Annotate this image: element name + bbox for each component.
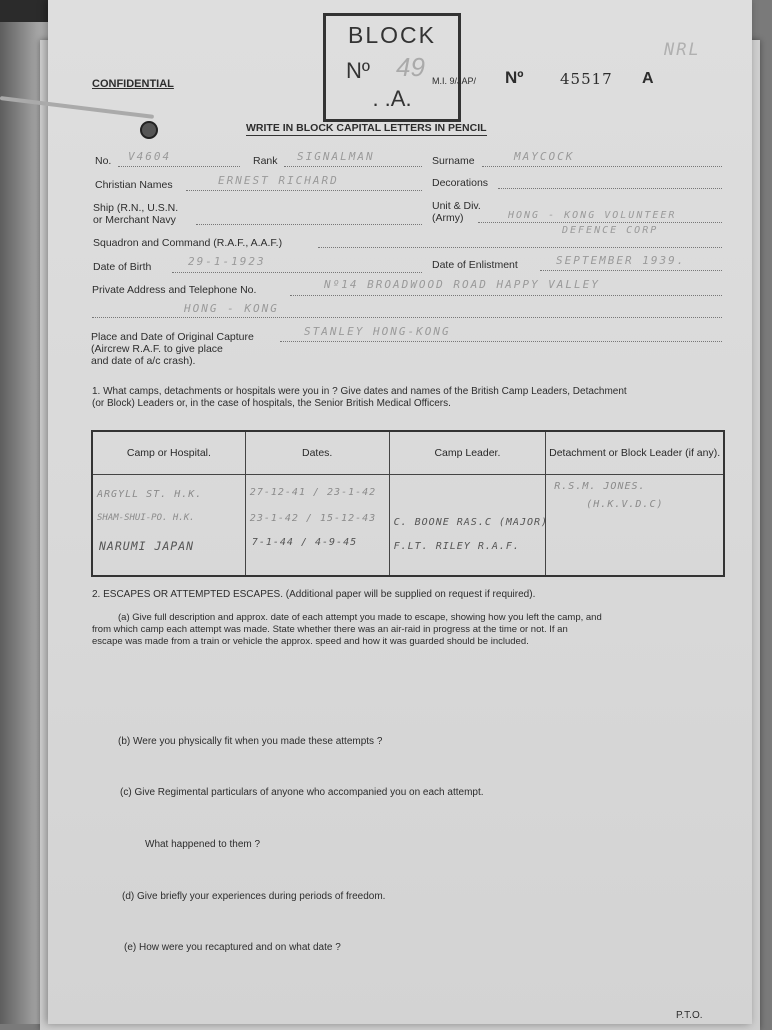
christian-names-label: Christian Names xyxy=(95,179,173,191)
capture-label-line1: Place and Date of Original Capture xyxy=(91,331,254,343)
service-no-label: No. xyxy=(95,155,112,167)
unit-value-line2: DEFENCE CORP xyxy=(562,225,659,236)
corner-note: NRL xyxy=(664,40,701,60)
surname-label: Surname xyxy=(432,155,475,167)
detachment-entry: (H.K.V.D.C) xyxy=(586,499,664,510)
stamp-no-label: Nº xyxy=(346,58,370,83)
leader-entry: C. BOONE RAS.C (MAJOR) xyxy=(393,517,549,528)
capture-label-line2: (Aircrew R.A.F. to give place xyxy=(91,343,223,355)
decorations-label: Decorations xyxy=(432,177,489,189)
capture-label-line3: and date of a/c crash). xyxy=(91,355,196,367)
dob-value: 29-1-1923 xyxy=(188,255,266,268)
serial-suffix: A xyxy=(642,70,654,87)
header-camp: Camp or Hospital. xyxy=(92,431,245,475)
question-2-heading: 2. ESCAPES OR ATTEMPTED ESCAPES. (Additional paper will be supplied on request if required). xyxy=(92,589,536,600)
number-label: Nº xyxy=(505,68,524,87)
rank-label: Rank xyxy=(253,155,278,167)
camp-entry: ARGYLL ST. H.K. xyxy=(97,489,203,500)
header-detachment: Detachment or Block Leader (if any). xyxy=(546,431,724,475)
unit-label-line2: (Army) xyxy=(432,212,464,224)
instruction-heading: WRITE IN BLOCK CAPITAL LETTERS IN PENCIL xyxy=(246,122,487,134)
header-camp-leader: Camp Leader. xyxy=(389,431,546,475)
camp-entry: SHAM-SHUI-PO. H.K. xyxy=(97,513,195,523)
squadron-label: Squadron and Command (R.A.F., A.A.F.) xyxy=(93,237,283,249)
table-row xyxy=(92,475,724,577)
detachment-entry: R.S.M. JONES. xyxy=(554,481,646,492)
camp-entry: NARUMI JAPAN xyxy=(99,539,195,553)
camps-table xyxy=(91,430,725,577)
unit-value-line1: HONG - KONG VOLUNTEER xyxy=(508,210,677,221)
date-entry: 23-1-42 / 15-12-43 xyxy=(249,513,377,524)
address-value-line2: HONG - KONG xyxy=(184,302,279,315)
address-value-line1: Nº14 BROADWOOD ROAD HAPPY VALLEY xyxy=(324,278,600,291)
question-2a-line1: (a) Give full description and approx. date of each attempt you made to escape, showing how you left the camp, and xyxy=(118,612,602,623)
service-no-value: V4604 xyxy=(128,150,172,163)
enlistment-label: Date of Enlistment xyxy=(432,259,518,271)
mi-reference: M.I. 9/JAP/ xyxy=(432,76,477,86)
block-stamp xyxy=(323,13,461,122)
question-2e: (e) How were you recaptured and on what date ? xyxy=(124,942,341,953)
pto-label: P.T.O. xyxy=(676,1010,703,1021)
question-2c: (c) Give Regimental particulars of anyone who accompanied you on each attempt. xyxy=(120,787,484,798)
ship-label-line2: or Merchant Navy xyxy=(93,214,176,226)
surname-value: MAYCOCK xyxy=(514,150,575,163)
question-2a-line2: from which camp each attempt was made. State whether there was an air-raid in progress at the time or not. If an xyxy=(92,624,568,635)
unit-label-line1: Unit & Div. xyxy=(432,200,481,212)
rank-value: SIGNALMAN xyxy=(297,150,375,163)
question-2b: (b) Were you physically fit when you made these attempts ? xyxy=(118,736,383,747)
ship-label-line1: Ship (R.N., U.S.N. xyxy=(93,202,179,214)
address-label: Private Address and Telephone No. xyxy=(92,284,257,296)
date-entry: 7-1-44 / 4-9-45 xyxy=(251,537,358,548)
confidential-label: CONFIDENTIAL xyxy=(92,78,174,90)
dob-label: Date of Birth xyxy=(93,261,152,273)
stamp-block-label: BLOCK xyxy=(348,22,436,48)
detachment-cell xyxy=(546,475,724,577)
question-1-line1: 1. What camps, detachments or hospitals were you in ? Give dates and names of the British Camp Leaders, Detachment xyxy=(92,386,627,397)
question-2c-follow: What happened to them ? xyxy=(145,839,261,850)
date-entry: 27-12-41 / 23-1-42 xyxy=(249,487,377,498)
leader-entry: F.LT. RILEY R.A.F. xyxy=(393,541,520,552)
question-2a-line3: escape was made from a train or vehicle the approx. speed and how it was guarded should be included. xyxy=(92,636,529,647)
punch-hole xyxy=(140,121,158,139)
enlistment-value: SEPTEMBER 1939. xyxy=(556,254,686,267)
christian-names-value: ERNEST RICHARD xyxy=(218,174,339,187)
header-dates: Dates. xyxy=(245,431,389,475)
camps-cell xyxy=(92,475,245,577)
table-header-row xyxy=(92,431,724,475)
dates-cell xyxy=(245,475,389,577)
capture-value: STANLEY HONG-KONG xyxy=(304,325,451,338)
leaders-cell xyxy=(389,475,549,577)
question-2d: (d) Give briefly your experiences during periods of freedom. xyxy=(122,891,386,902)
question-1-line2: (or Block) Leaders or, in the case of hospitals, the Senior British Medical Officers. xyxy=(92,398,451,409)
binder-edge xyxy=(0,0,55,22)
stamp-letter: . .A. xyxy=(372,86,412,111)
serial-number: 45517 xyxy=(560,70,613,88)
stamp-handwritten-number: 49 xyxy=(396,52,425,82)
